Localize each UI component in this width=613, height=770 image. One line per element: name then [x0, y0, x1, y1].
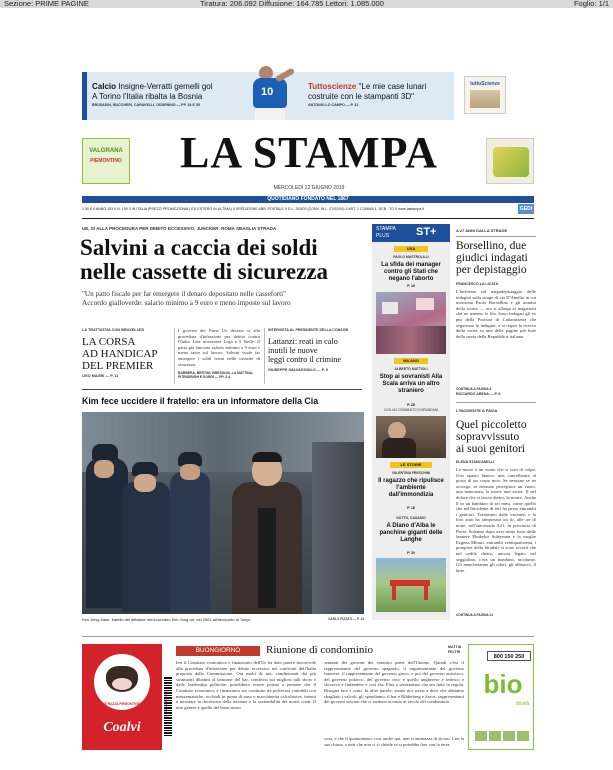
barcode-digits: 9 771122 176000 [164, 690, 168, 718]
pavia-title-2: sopravvissuto [456, 431, 520, 443]
pavia-more: CONTINUA A PAGINA 21 [456, 613, 494, 617]
interview-text-2: inutili le nuove [268, 346, 318, 355]
milano-page: P. 28 [407, 403, 415, 407]
storie-byline: VALENTINA FRESCHINI [391, 471, 431, 475]
gedi-logo: GEDI [519, 206, 533, 212]
promo-right-kicker: Tuttoscienze [308, 82, 357, 91]
valgrana-brand: VALGRANA [89, 148, 123, 154]
promo-left-kicker: Calcio [92, 82, 117, 91]
milano-title: Stop ai sovranisti Alla Scala arriva un altro straniero [379, 374, 443, 394]
interview-text-3: leggi contro il crimine [268, 355, 341, 364]
interview-byline: GIUSEPPE SALVAGGIULO — P. 9 [268, 368, 328, 372]
pavia-title-3: ai suoi genitori [456, 443, 525, 455]
usa-section: USA [394, 246, 428, 252]
promo-bar [82, 72, 454, 120]
promo-accent [82, 72, 87, 120]
usa-byline: PAOLO MASTROLILLI [393, 255, 429, 259]
promo-left-text1: Insigne-Verratti gemelli gol [116, 82, 213, 91]
tuttoscienze-logo [464, 76, 506, 114]
scala-photo [376, 416, 446, 458]
bio-logo: bio [483, 669, 523, 699]
borsellino-title-3: per depistaggio [456, 264, 527, 276]
archive-header-bar [0, 0, 613, 8]
handicap-title-1: LA CORSA [82, 336, 136, 348]
bio-phone: 800 150 250 [487, 651, 531, 661]
pavia-byline: ELENA STANCANELLI [456, 460, 495, 464]
lead-summary-2: Accordo gialloverde: salario minimo a 9 euro e meno imposte sul lavoro [82, 299, 291, 307]
footballer-photo [245, 66, 297, 120]
buongiorno-author-2: FELTRI [448, 650, 461, 654]
usa-title: La sfida dei manager contro gli Stati che negano l'aborto [381, 262, 441, 282]
langhe-page: P. 20 [407, 551, 415, 555]
pavia-rule [456, 402, 536, 403]
price-line: 1,50 € II ANNO 153 II N. 159 II IN ITALIA (PREZZI PROMOZIONALI ED ESTERO IN ULTIMA) II SPEDIZIONE ABB. POSTALE II D.L. 353/03 (CONV. IN L. 27/02/04) II ART. 1 COMMA 1, DCB - TO II www.lastampa.it [82, 207, 425, 211]
bio-ad [468, 644, 534, 750]
masthead-date: MERCOLEDÌ 12 GIUGNO 2019 [273, 185, 345, 191]
col-divider-2 [264, 328, 265, 384]
lead-headline-2: nelle cassette di sicurezza [80, 259, 329, 284]
col-divider-1 [174, 328, 175, 384]
bio-sub: dicelà [515, 701, 529, 707]
langhe-byline: DOTTO, CASADIO [396, 516, 426, 520]
photo-credit: CARLO PIZZATI — P. 13 [328, 617, 365, 621]
storie-section: LE STORIE [390, 462, 432, 468]
left-ear-ad [82, 138, 130, 184]
lead-summary-1: "Un patto fiscale per far emergere il denaro depositato nelle casseforti" [82, 290, 287, 298]
langhe-bench-photo [376, 558, 446, 612]
borsellino-kicker: A 27 ANNI DALLA STRAGE [456, 228, 508, 233]
founded-banner: QUOTIDIANO FONDATO NEL 1867 [82, 196, 534, 203]
buongiorno-text-2: sentanti dei governi dei ventotto paesi dell'Unione. Quindi c'era il rappresentante del governo spagnolo, il rappresentante del governo francese, il rappresentante del governo greco, e poi del governo austriaco, del governo polacco, del governo ceco e quello ungherese e tedesco e slovacco e finlandese e così via. Fino a sentenziare che era tutto in regola. Bisogna fare i conti. In altre parole, siamo noi stessi a dirci che abbiamo sbagliato i calcoli, gli spendiamo, il bar e Bilderberg e Soros, rappresentanti dei governi sovrani che ci siedono accanto al tavolo del condominio. [324, 660, 464, 705]
borsellino-title-2: giudici indagati [456, 252, 528, 264]
section-label: Sezione: PRIME PAGINE [4, 0, 89, 8]
interview-kicker: INTERVISTA AL PRESIDENTE DELLA CONSOB [268, 328, 349, 332]
photo-rule [82, 389, 362, 390]
stampa-plus-logo: ST+ [416, 226, 437, 238]
storie-title: Il ragazzo che ripulisce l'ambiente dall'immondizia [378, 478, 444, 498]
borsellino-byline: FRANCESCO LA LICATA [456, 282, 499, 286]
promo-right-text1: "Le mie case lunari [356, 82, 427, 91]
usa-protest-photo [376, 292, 446, 354]
buongiorno-label: BUONGIORNO [176, 646, 260, 656]
coalvi-ring-text: DI RAZZA PIEMONTESE [103, 702, 141, 706]
coalvi-brand: Coalvi [103, 720, 141, 735]
middle-col-byline: BARBERA, BERTINI, BRESOLIN, LA MATTINA, PITENDRIGH E SORGI — PP. 2-4 [178, 371, 253, 379]
stampa-plus-header [372, 224, 450, 242]
handicap-title-2: AD HANDICAP [82, 348, 158, 360]
promo-left-text2: A Torino l'Italia ribalta la Bosnia [92, 92, 203, 101]
lead-headline-1: Salvini a caccia dei soldi [80, 235, 318, 260]
milano-byline: ALBERTO MATTIOLI [394, 367, 428, 371]
kim-jong-nam-photo [82, 412, 364, 614]
handicap-title-3: DEL PREMIER [82, 360, 154, 372]
handicap-byline: UGO MAGRI — P. 11 [82, 374, 119, 378]
masthead-rule [82, 218, 534, 219]
pavia-title-1: Quel piccoletto [456, 419, 527, 431]
stampa-plus-column [372, 224, 450, 620]
promo-right-byline: ANTONIO LO CAMPO — P. 31 [308, 103, 359, 107]
coalvi-ad [82, 644, 162, 750]
promo-right-text [308, 82, 452, 92]
handicap-kicker: LA TRATTATIVA CON BRUXELLES [82, 328, 145, 332]
photo-caption: Kim Jong–Nam, fratello del dittatore nord-coreano Kim Jong-un, nel 2001 all'aeroporto di Tokyo [82, 617, 251, 622]
promo-right-text2: costruite con le stampanti 3D" [308, 92, 414, 101]
lead-kicker: UE, SÌ ALLA PROCEDURA PER DEBITO ECCESSIVO. JUNCKER: ROMA SBAGLIA STRADA [82, 226, 277, 231]
tuttoscienze-logo-text: tuttoScienze [470, 81, 500, 87]
sheet-label: Foglio: 1/1 [573, 0, 609, 8]
player-number: 10 [261, 86, 274, 98]
middle-col-text: I governi dei Paesi Ue decono si alla procedura d'infrazione per debito contro l'Italia. Una trovernera Lega e 5 Stelle. Il patto gia lanciato salario minimo a 9 euro e meno tasse sul lavoro. Salvini vuole far emergere i soldi fermi nelle cassette di sicurezza. [178, 328, 260, 367]
milano-section: MILANO [394, 358, 428, 364]
photo-headline: Kim fece uccidere il fratello: era un informatore della Cia [82, 396, 319, 406]
masthead-title: LA STAMPA [180, 128, 438, 177]
right-ear-ad [486, 138, 534, 184]
circulation-label: Tiratura: 206.092 Diffusione: 164.785 Lettori: 1.085.000 [200, 0, 384, 8]
buongiorno-text-3: cosa, e che il quantomeno, cosi anche qui, non si ammazza di sicuro. Con la sua chiara, a tutti che non ci si chiede se si potrebbe fare con la terra. [324, 736, 464, 747]
usa-page: P. 15 [407, 284, 415, 288]
langhe-title: A Diano d'Alba le panchine giganti delle Langhe [379, 523, 443, 543]
promo-left-byline: BRUSADIN, BUCCHERI, CARAVELLI, ODDENINO — PP. 34 E 35 [92, 103, 200, 107]
borsellino-more: CONTINUA A PAGINA 8 [456, 387, 492, 391]
bottom-rule [82, 636, 534, 637]
borsellino-byline-2: RICCARDO ARENA — P. 8 [456, 392, 501, 396]
borsellino-title-1: Borsellino, due [456, 240, 527, 252]
borsellino-rule [456, 236, 536, 237]
stampa-plus-label-2: PLUS [376, 233, 390, 239]
pavia-text: La morte è un vuoto che si crea di colpo. Uno spazio bianco, una cancellatura al posto di un corpo noto. Se nessuno se ne accorge, se nessuno percepisce un vuoto, una mancanza, la morte non esiste. Il nel dolore che si lascia dietro, la morte. Anche lì in un bambino di sei mesi, come quello che nell'incidente di ieri ha perso entrambi i genitori. Tornavano dalle vacanze, e la loro auto ha tamponato un tir, alle tre di notte, sull'autostrada A21, in provincia di Pavia. Soltanto dopo aver tirato fuori dalle lamiere Ebubekir Suleyman e la moglie Ezgena Mesuri, entrambi ventiquattrenni, i pompieri della Stradale si sono accorti che nel sedile dietro, ancora legato nel seggiolino, c'era un bambino, incolume. Gli mancheranno gli odori, gli abbracci, il latte. [456, 467, 536, 573]
buongiorno-author-1: MATTIA [448, 645, 462, 649]
stampa-plus-label-1: STAMPA [376, 226, 396, 232]
promo-left-text [92, 82, 242, 92]
buongiorno-title: Riunione di condominio [266, 644, 373, 656]
interview-text-1: Lattanzi: reati in calo [268, 337, 338, 346]
storie-page: P. 18 [407, 506, 415, 510]
buongiorno-text-1: Ieri il Comitato economico e finanziario dell'Ue ha dato parere favorevole alla procedura d'infrazione per debito eccessivo nei confronti dell'Italia proposta dalla Commissione. Ora molti di noi, condizionati dai più strutturati dibattiti al bancone del bar, condivisi sui migliori talk show e dalle leadership politiche, potrebbero essere portati a pensare che il Comitato economico e finanziario sia costituito da polverosi contabili con mezzemaniche, occhiali in punta di naso e macchinetta calcolatrice, intenti a misurare la decrescita della nazione e la sostenibilità dei nostri conti. Il mio genere è quello del buon senso. [176, 660, 316, 710]
valgrana-sub: PIEMONTINO [90, 158, 122, 164]
borsellino-text: L'inchiesta sul megadepistaggio delle indagini sulla strage di via D'Amelio in cui morirono Paolo Borsellino e gli uomini della scorta — ora si allarga ai magistrati che ne tennero le fila. Sono indagati gli ex pm della Procura di Caltanissetta che seguirono le indagini, e si riapre la ricerca della verità su una delle pagine più buie della storia della Repubblica italiana. [456, 289, 536, 339]
pavia-kicker: L'INCIDENTE A PAVIA [456, 408, 498, 413]
newspaper-front-page [52, 46, 564, 756]
milano-sub: CON UN COMMENTO DI BRANDANI [384, 408, 438, 412]
